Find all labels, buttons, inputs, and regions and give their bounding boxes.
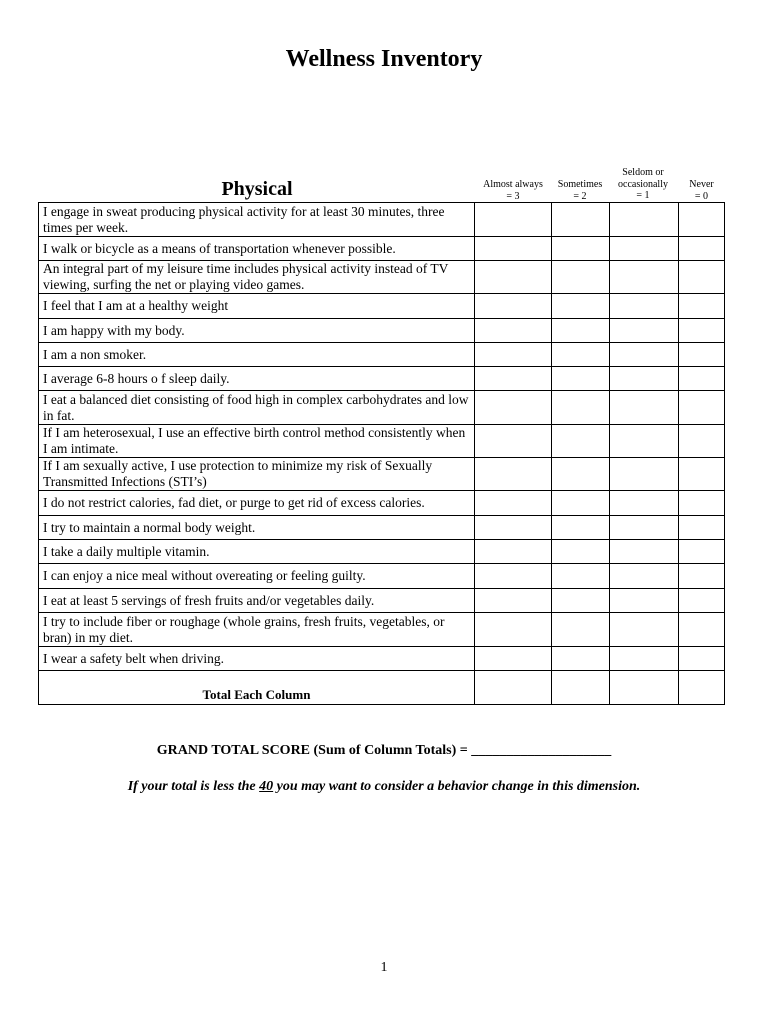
table-row [39,203,725,237]
table-row [39,261,725,294]
score-cell-seldom[interactable] [610,237,679,261]
score-cell-seldom[interactable] [610,589,679,613]
score-cell-sometimes[interactable] [552,589,610,613]
advice-note [0,779,768,795]
score-cell-never[interactable] [679,564,725,589]
score-cell-never[interactable] [679,425,725,458]
table-row [39,613,725,647]
score-cell-sometimes[interactable] [552,261,610,294]
score-cell-sometimes[interactable] [552,425,610,458]
score-cell-almost-always[interactable] [475,647,552,671]
column-header-name: Seldom or occasionally [618,167,668,190]
grand-total-blank[interactable]: ____________________ [471,743,612,758]
inventory-table [38,202,725,705]
item-statement: I am a non smoker. [39,343,475,367]
table-row [39,319,725,343]
item-statement: I eat at least 5 servings of fresh fruits and/or vegetables daily. [39,589,475,613]
score-cell-almost-always[interactable] [475,613,552,647]
score-cell-almost-always[interactable] [475,203,552,237]
score-cell-sometimes[interactable] [552,319,610,343]
score-cell-never[interactable] [679,458,725,491]
score-cell-almost-always[interactable] [475,564,552,589]
score-cell-never[interactable] [679,491,725,516]
column-header-name: Almost always [483,179,543,190]
table-row [39,589,725,613]
item-statement: I am happy with my body. [39,319,475,343]
grand-total-label: GRAND TOTAL SCORE (Sum of Column Totals) = [156,743,472,758]
table-row [39,343,725,367]
column-header-sometimes [552,179,608,202]
item-statement: If I am heterosexual, I use an effective birth control method consistently when I am intimate. [39,425,475,458]
score-cell-never[interactable] [679,613,725,647]
score-cell-sometimes[interactable] [552,343,610,367]
table-row [39,237,725,261]
item-statement: I can enjoy a nice meal without overeating or feeling guilty. [39,564,475,589]
score-cell-almost-always[interactable] [475,540,552,564]
item-statement: I do not restrict calories, fad diet, or purge to get rid of excess calories. [39,491,475,516]
item-statement: I wear a safety belt when driving. [39,647,475,671]
score-cell-sometimes[interactable] [552,516,610,540]
score-cell-seldom[interactable] [610,613,679,647]
score-cell-seldom[interactable] [610,319,679,343]
score-cell-sometimes[interactable] [552,203,610,237]
score-cell-sometimes[interactable] [552,294,610,319]
score-cell-almost-always[interactable] [475,343,552,367]
score-cell-seldom[interactable] [610,367,679,391]
advice-threshold: 40 [259,779,274,794]
score-cell-never[interactable] [679,343,725,367]
score-cell-almost-always[interactable] [475,319,552,343]
score-cell-almost-always[interactable] [475,391,552,425]
column-header-seldom [608,167,678,202]
score-cell-never[interactable] [679,261,725,294]
column-header-value: = 1 [636,190,650,201]
score-cell-seldom[interactable] [610,203,679,237]
score-cell-seldom[interactable] [610,564,679,589]
column-header-name: Sometimes [557,179,603,190]
score-cell-seldom[interactable] [610,491,679,516]
score-cell-sometimes[interactable] [552,540,610,564]
score-cell-seldom[interactable] [610,425,679,458]
total-cell-never[interactable] [679,671,725,705]
column-header-never [680,179,723,202]
score-cell-seldom[interactable] [610,647,679,671]
item-statement: I eat a balanced diet consisting of food high in complex carbohydrates and low in fat. [39,391,475,425]
score-cell-sometimes[interactable] [552,491,610,516]
item-statement: I try to include fiber or roughage (whole grains, fresh fruits, vegetables, or bran) in my diet. [39,613,475,647]
score-cell-sometimes[interactable] [552,237,610,261]
score-cell-seldom[interactable] [610,391,679,425]
score-cell-never[interactable] [679,237,725,261]
column-header-value: = 0 [694,190,709,202]
score-cell-almost-always[interactable] [475,491,552,516]
total-cell-sometimes[interactable] [552,671,610,705]
score-cell-seldom[interactable] [610,540,679,564]
score-cell-never[interactable] [679,294,725,319]
score-cell-never[interactable] [679,319,725,343]
item-statement: I average 6-8 hours o f sleep daily. [39,367,475,391]
section-heading: Physical [221,178,293,200]
score-cell-never[interactable] [679,203,725,237]
item-statement: I try to maintain a normal body weight. [39,516,475,540]
score-cell-seldom[interactable] [610,261,679,294]
item-statement: I feel that I am at a healthy weight [39,294,475,319]
score-cell-seldom[interactable] [610,458,679,491]
score-cell-sometimes[interactable] [552,647,610,671]
item-statement: I engage in sweat producing physical activity for at least 30 minutes, three times per week. [39,203,475,237]
score-cell-almost-always[interactable] [475,294,552,319]
table-row [39,458,725,491]
score-cell-never[interactable] [679,391,725,425]
score-cell-never[interactable] [679,516,725,540]
score-cell-never[interactable] [679,589,725,613]
score-cell-seldom[interactable] [610,343,679,367]
grand-total-line [0,743,768,759]
total-cell-seldom[interactable] [610,671,679,705]
column-header-name: Never [689,179,714,190]
table-row [39,367,725,391]
score-cell-never[interactable] [679,540,725,564]
score-cell-seldom[interactable] [610,294,679,319]
column-header-value: = 3 [506,190,520,202]
advice-suffix: you may want to consider a behavior change in this dimension. [273,779,641,794]
item-statement: If I am sexually active, I use protection to minimize my risk of Sexually Transmitted Infections (STI’s) [39,458,475,491]
table-row [39,540,725,564]
table-row [39,391,725,425]
advice-prefix: If your total is less the [127,779,260,794]
score-cell-never[interactable] [679,647,725,671]
score-cell-sometimes[interactable] [552,564,610,589]
score-cell-almost-always[interactable] [475,589,552,613]
score-cell-almost-always[interactable] [475,237,552,261]
score-cell-almost-always[interactable] [475,367,552,391]
score-cell-almost-always[interactable] [475,516,552,540]
score-cell-seldom[interactable] [610,516,679,540]
item-statement: An integral part of my leisure time includes physical activity instead of TV viewing, surfing the net or playing video games. [39,261,475,294]
score-cell-almost-always[interactable] [475,425,552,458]
score-cell-never[interactable] [679,367,725,391]
table-row [39,516,725,540]
score-cell-sometimes[interactable] [552,458,610,491]
column-header-almost-always [476,179,550,202]
table-row [39,491,725,516]
column-header-value: = 2 [573,190,587,202]
score-cell-almost-always[interactable] [475,261,552,294]
score-cell-sometimes[interactable] [552,367,610,391]
score-cell-almost-always[interactable] [475,458,552,491]
score-cell-sometimes[interactable] [552,613,610,647]
total-row [39,671,725,705]
table-row [39,294,725,319]
page-title: Wellness Inventory [285,46,483,72]
table-row [39,425,725,458]
total-cell-almost-always[interactable] [475,671,552,705]
page-number: 1 [380,960,388,975]
table-row [39,647,725,671]
table-row [39,564,725,589]
total-each-column-label: Total Each Column [39,671,475,705]
score-cell-sometimes[interactable] [552,391,610,425]
item-statement: I walk or bicycle as a means of transportation whenever possible. [39,237,475,261]
item-statement: I take a daily multiple vitamin. [39,540,475,564]
